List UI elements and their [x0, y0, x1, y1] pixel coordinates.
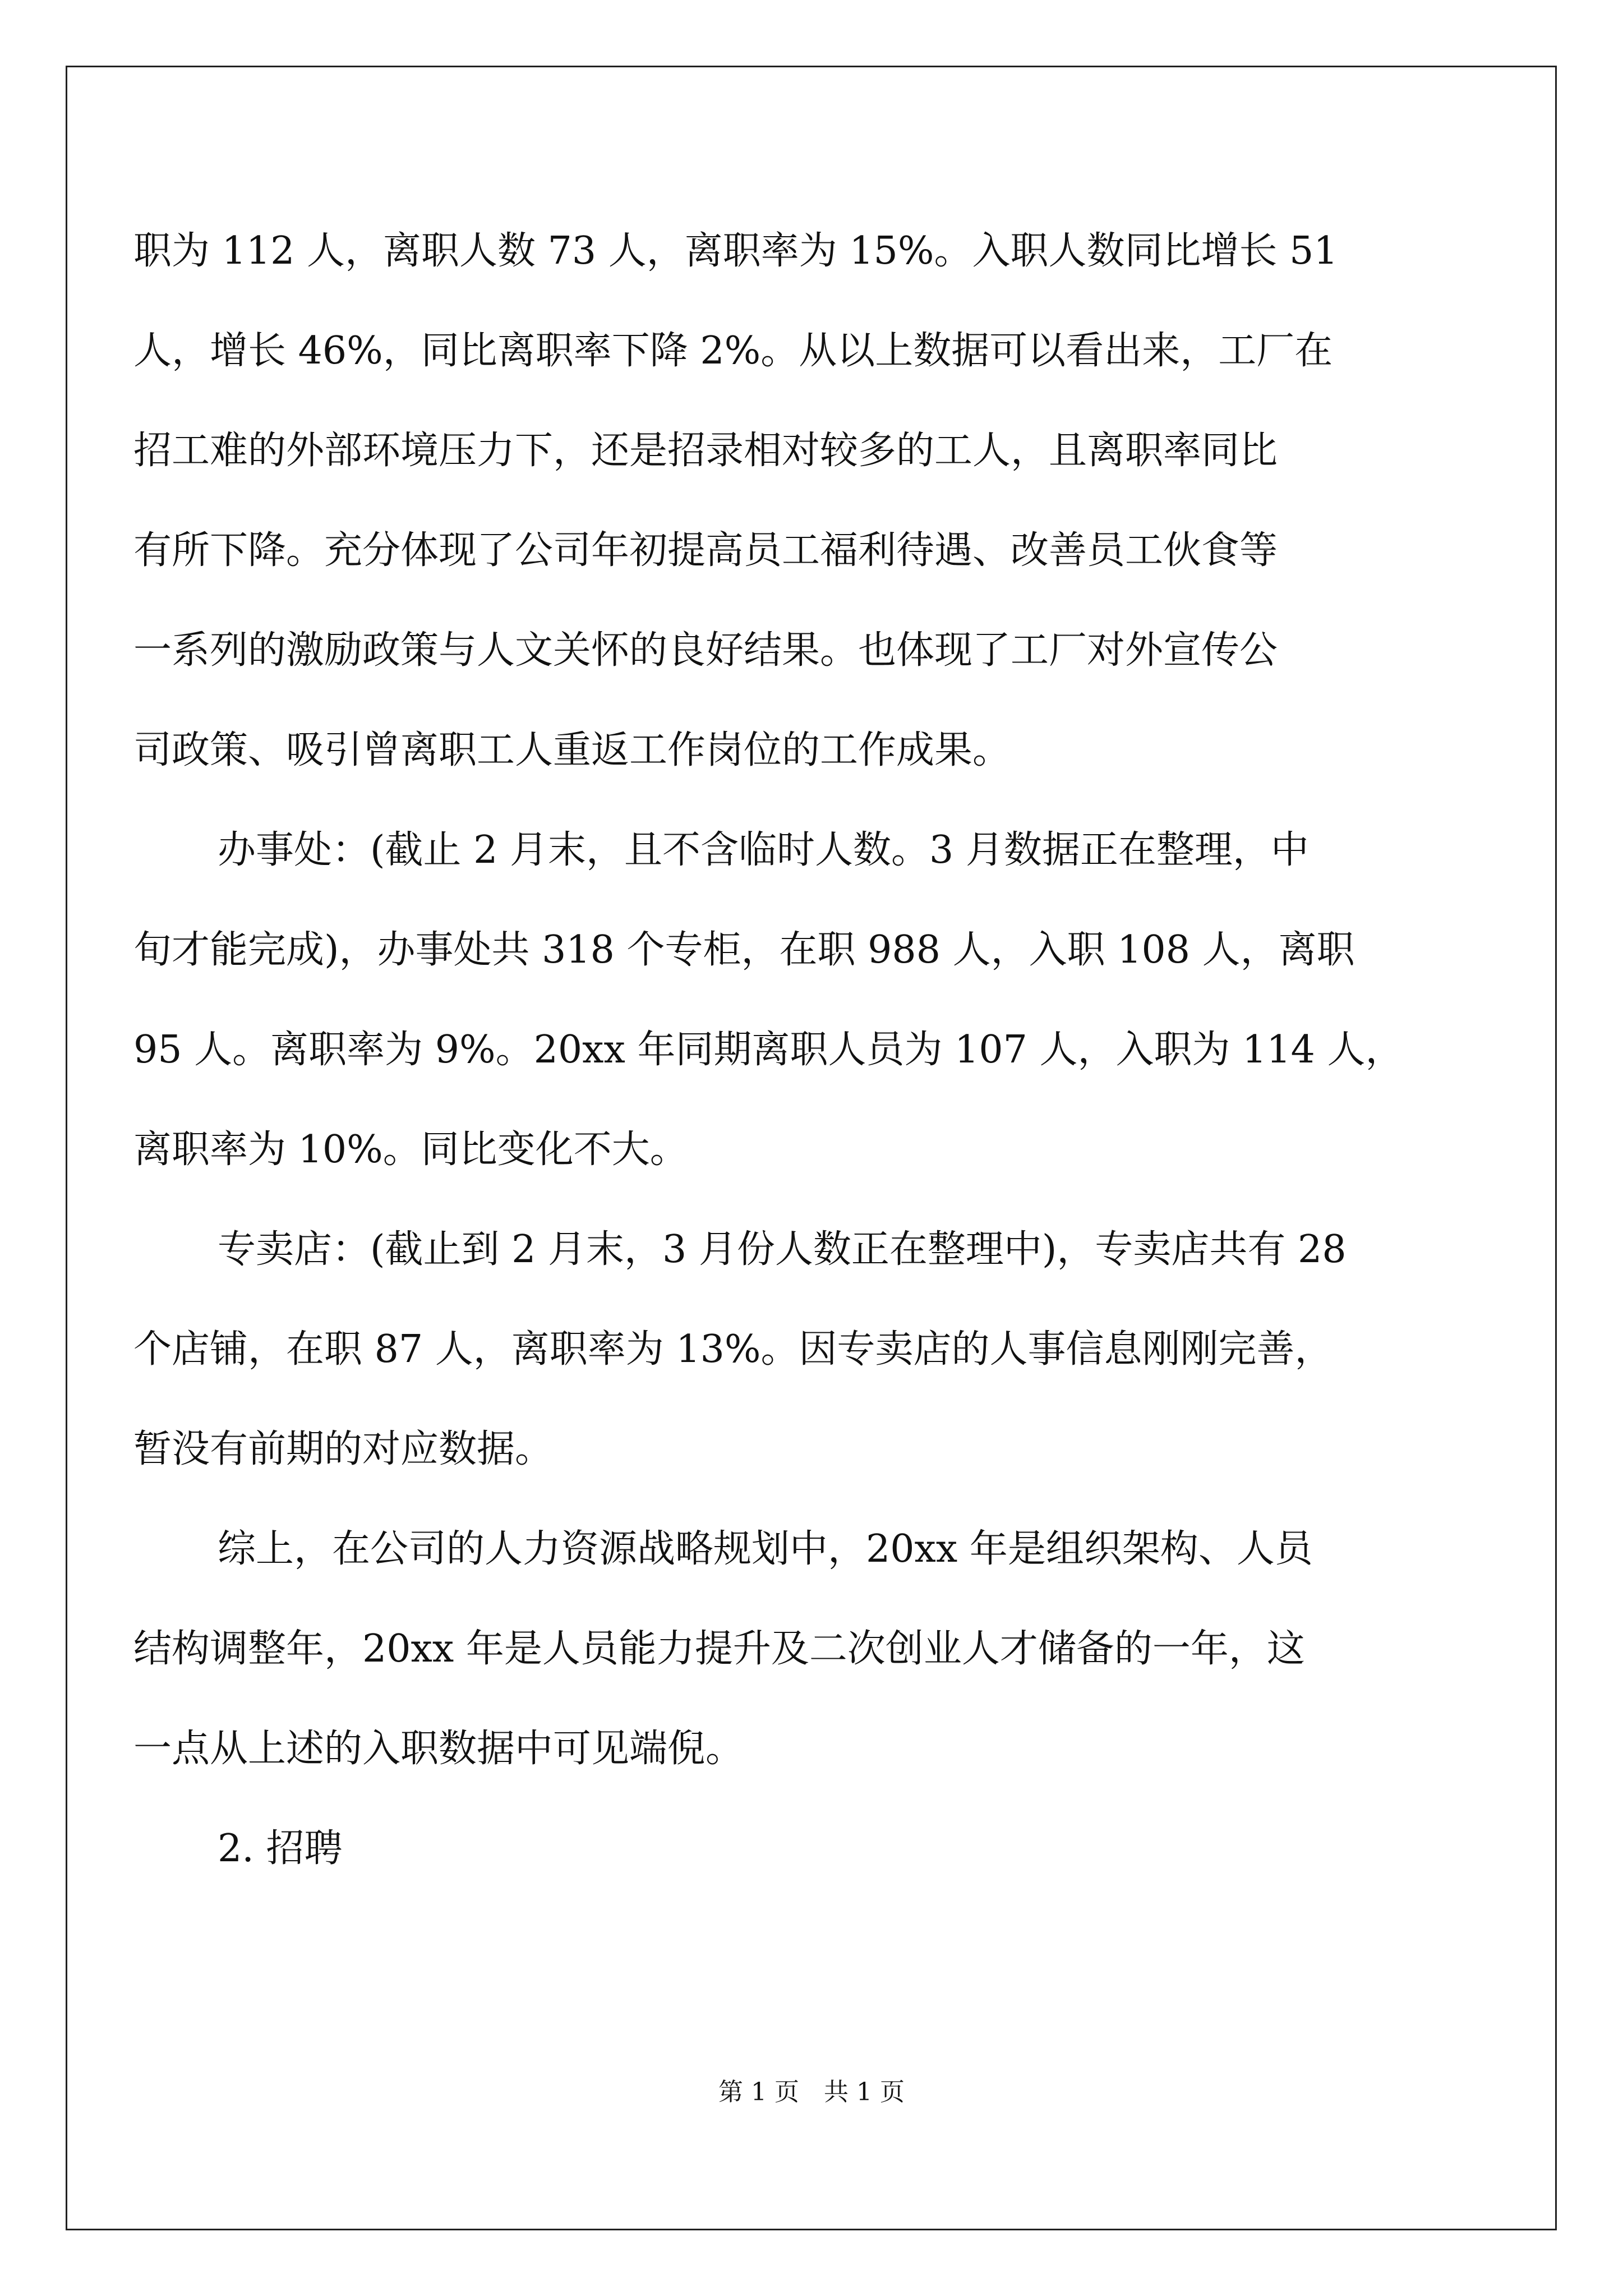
text-line: 95 人。离职率为 9%。20xx 年同期离职人员为 107 人，入职为 114 人，: [133, 1028, 1404, 1072]
text-line: 结构调整年，20xx 年是人员能力提升及二次创业人才储备的一年，这: [133, 1627, 1305, 1671]
text-line: 离职率为 10%。同比变化不大。: [133, 1128, 688, 1172]
section-heading: 2. 招聘: [218, 1826, 343, 1871]
text-line: 暂没有前期的对应数据。: [133, 1427, 554, 1471]
text-line: 人，增长 46%，同比离职率下降 2%。从以上数据可以看出来，工厂在: [133, 329, 1333, 373]
text-line: 职为 112 人，离职人数 73 人，离职率为 15%。入职人数同比增长 51: [133, 229, 1338, 273]
paragraph-start-line: 综上，在公司的人力资源战略规划中，20xx 年是组织架构、人员: [218, 1527, 1313, 1571]
text-line: 旬才能完成)，办事处共 318 个专柜，在职 988 人，入职 108 人，离职: [133, 928, 1355, 972]
paragraph-start-line: 办事处：(截止 2 月末，且不含临时人数。3 月数据正在整理，中: [218, 828, 1309, 872]
text-line: 一系列的激励政策与人文关怀的良好结果。也体现了工厂对外宣传公: [133, 628, 1278, 673]
text-line: 有所下降。充分体现了公司年初提高员工福利待遇、改善员工伙食等: [133, 528, 1278, 573]
text-line: 个店铺，在职 87 人，离职率为 13%。因专卖店的人事信息刚刚完善，: [133, 1327, 1333, 1372]
page-number-footer: 第 1 页 共 1 页: [718, 2078, 905, 2106]
text-line: 一点从上述的入职数据中可见端倪。: [133, 1727, 744, 1771]
text-line: 司政策、吸引曾离职工人重返工作岗位的工作成果。: [133, 728, 1011, 772]
text-line: 招工难的外部环境压力下，还是招录相对较多的工人，且离职率同比: [133, 429, 1278, 473]
paragraph-start-line: 专卖店：(截止到 2 月末，3 月份人数正在整理中)，专卖店共有 28: [218, 1227, 1347, 1272]
